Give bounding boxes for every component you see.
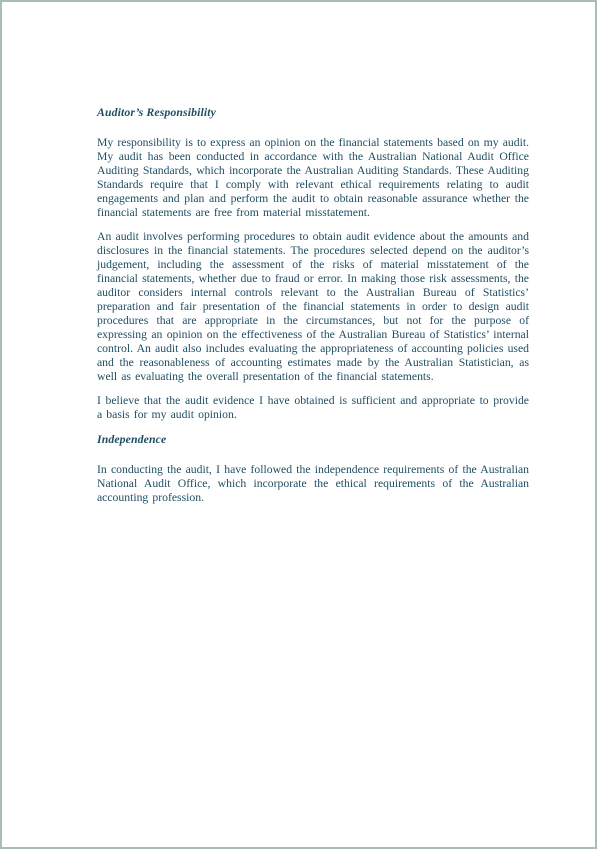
page-content [97,105,529,515]
section-heading-independence: Independence [97,432,167,446]
section-heading-auditors-responsibility: Auditor’s Responsibility [97,105,216,119]
paragraph-audit-procedures: An audit involves performing procedures to obtain audit evidence about the amounts and disclosures in the financial statements. The procedures selected depend on the auditor’s judgement, including the assessment of the risks of material misstatement of the financial statements, whether due to fraud or error. In making those risk assessments, the auditor considers internal controls relevant to the Australian Bureau of Statistics’ preparation and fair presentation of the financial statements in order to design audit procedures that are appropriate in the circumstances, but not for the purpose of expressing an opinion on the effectiveness of the Australian Bureau of Statistics’ internal control. An audit also includes evaluating the appropriateness of accounting policies used and the reasonableness of accounting estimates made by the Australian Statistician, as well as evaluating the overall presentation of the financial statements. [97,230,529,383]
paragraph-responsibility-scope: My responsibility is to express an opinion on the financial statements based on my audit. My audit has been conducted in accordance with the Australian National Audit Office Auditing Standards, which incorporate the Australian Auditing Standards. These Auditing Standards require that I comply with relevant ethical requirements relating to audit engagements and plan and perform the audit to obtain reasonable assurance whether the financial statements are free from material misstatement. [97,136,529,219]
paragraph-audit-evidence: I believe that the audit evidence I have obtained is sufficient and appropriate to provide a basis for my audit opinion. [97,394,529,421]
paragraph-independence: In conducting the audit, I have followed the independence requirements of the Australian National Audit Office, which incorporate the ethical requirements of the Australian accounting profession. [97,463,529,504]
